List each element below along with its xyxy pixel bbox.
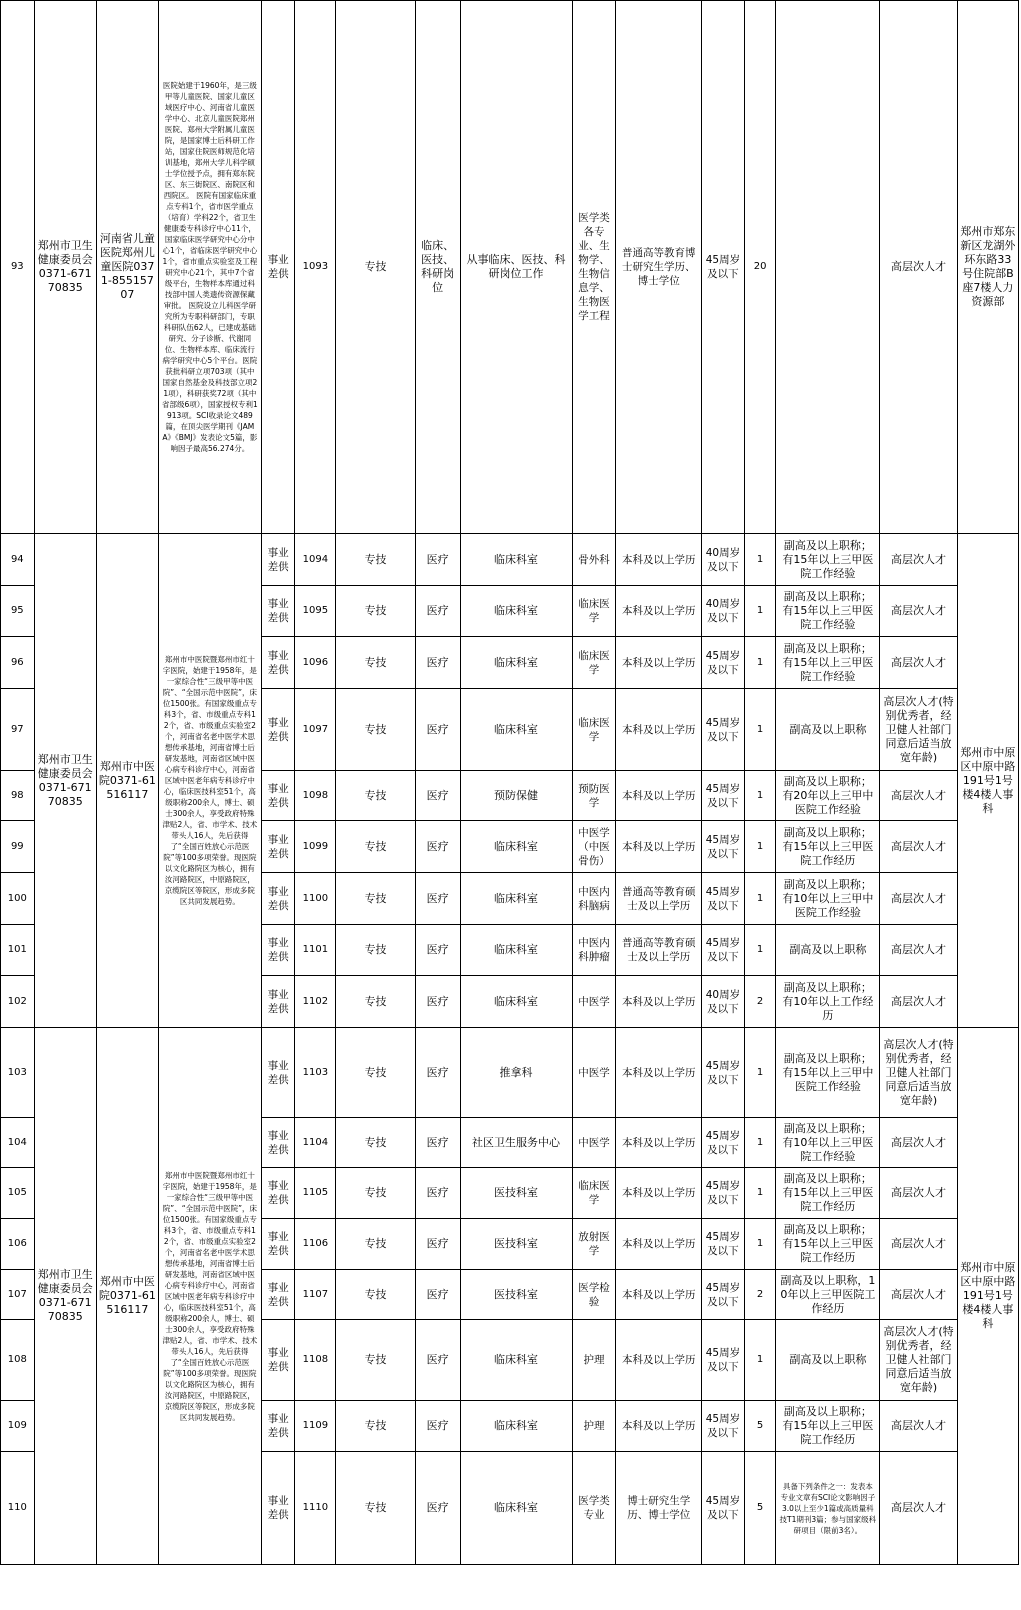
requirement-cell: 副高及以上职称；有10年以上三甲中医院工作经验: [776, 873, 880, 925]
major-cell: 临床医学: [572, 689, 616, 771]
job-category-cell: 专技: [336, 1270, 415, 1320]
row-number-cell: 110: [1, 1452, 35, 1565]
headcount-cell: 1: [744, 1028, 776, 1118]
headcount-cell: 1: [744, 925, 776, 976]
post-cell: 临床科室: [460, 925, 572, 976]
department-cell: 医疗: [415, 821, 460, 873]
note-cell: 高层次人才: [880, 1168, 957, 1219]
department-cell: 医疗: [415, 1270, 460, 1320]
post-cell: 预防保健: [460, 771, 572, 821]
job-category-cell: 专技: [336, 1452, 415, 1565]
education-cell: 本科及以上学历: [616, 1270, 702, 1320]
education-cell: 本科及以上学历: [616, 1168, 702, 1219]
note-cell: 高层次人才: [880, 873, 957, 925]
education-cell: 本科及以上学历: [616, 534, 702, 586]
job-type-cell: 事业差供: [261, 821, 295, 873]
row-number-cell: 103: [1, 1028, 35, 1118]
department-cell: 医疗: [415, 976, 460, 1028]
unit-intro-cell: 医院始建于1960年，是三级甲等儿童医院、国家儿童区域医疗中心、河南省儿童医学中心、北京儿童医院郑州医院、郑州大学附属儿童医院，是国家博士后科研工作站，国家住院医师规范化培训基地，郑州大学儿科学硕士学位授予点，拥有郑东院区、东三街院区、南院区和西院区。 医院有国家临床重点专科1个，省市医学重点（培育）学科22个，省卫生健康委专科诊疗中心11个，国家临床医学研究中心分中心1个，省临床医学研究中心1个，省市重点实验室及工程研究中心21个，其中7个省级平台，生物样本库通过科技部中国人类遗传资源保藏审批。 医院设立儿科医学研究所为专职科研部门，专职科研队伍62人，已建成基础研究、分子诊断、代谢同位、生物样本库、临床流行病学研究中心5个平台。医院获批科研立项703项（其中国家自然基金及科技部立项21项），科研获奖72项（其中省部级6项），国家授权专利1913项。SCI收录论文489篇，在顶尖医学期刊《JAMA》《BMJ》发表论文5篇，影响因子最高56.274分。: [158, 1, 261, 534]
job-code-cell: 1110: [295, 1452, 336, 1565]
job-type-cell: 事业差供: [261, 1270, 295, 1320]
major-cell: 预防医学: [572, 771, 616, 821]
job-code-cell: 1095: [295, 586, 336, 637]
requirement-cell: 副高及以上职称；有10年以上工作经历: [776, 976, 880, 1028]
department-cell: 医疗: [415, 1168, 460, 1219]
headcount-cell: 2: [744, 1270, 776, 1320]
education-cell: 本科及以上学历: [616, 1118, 702, 1168]
job-type-cell: 事业差供: [261, 771, 295, 821]
post-cell: 临床科室: [460, 586, 572, 637]
row-number-cell: 107: [1, 1270, 35, 1320]
job-category-cell: 专技: [336, 1168, 415, 1219]
post-cell: 临床科室: [460, 976, 572, 1028]
post-cell: 社区卫生服务中心: [460, 1118, 572, 1168]
post-cell: 临床科室: [460, 821, 572, 873]
row-number-cell: 100: [1, 873, 35, 925]
major-cell: 医学类各专业、生物学、生物信息学、生物医学工程: [572, 1, 616, 534]
requirement-cell: 副高及以上职称；有15年以上三甲中医院工作经验: [776, 1028, 880, 1118]
job-code-cell: 1100: [295, 873, 336, 925]
major-cell: 中医学: [572, 1028, 616, 1118]
job-code-cell: 1102: [295, 976, 336, 1028]
job-category-cell: 专技: [336, 534, 415, 586]
headcount-cell: 2: [744, 976, 776, 1028]
headcount-cell: 20: [744, 1, 776, 534]
job-type-cell: 事业差供: [261, 873, 295, 925]
age-cell: 40周岁及以下: [702, 976, 745, 1028]
row-number-cell: 105: [1, 1168, 35, 1219]
education-cell: 本科及以上学历: [616, 689, 702, 771]
major-cell: 护理: [572, 1320, 616, 1401]
job-type-cell: 事业差供: [261, 1401, 295, 1452]
job-type-cell: 事业差供: [261, 1168, 295, 1219]
major-cell: 临床医学: [572, 637, 616, 689]
headcount-cell: 1: [744, 873, 776, 925]
job-category-cell: 专技: [336, 925, 415, 976]
age-cell: 45周岁及以下: [702, 1118, 745, 1168]
row-number-cell: 93: [1, 1, 35, 534]
major-cell: 中医学: [572, 1118, 616, 1168]
requirement-cell: 副高及以上职称: [776, 689, 880, 771]
job-code-cell: 1105: [295, 1168, 336, 1219]
headcount-cell: 1: [744, 586, 776, 637]
note-cell: 高层次人才: [880, 586, 957, 637]
job-code-cell: 1104: [295, 1118, 336, 1168]
note-cell: 高层次人才: [880, 1219, 957, 1270]
job-code-cell: 1098: [295, 771, 336, 821]
major-cell: 中医学: [572, 976, 616, 1028]
major-cell: 护理: [572, 1401, 616, 1452]
department-cell: 医疗: [415, 534, 460, 586]
education-cell: 本科及以上学历: [616, 1401, 702, 1452]
department-cell: 医疗: [415, 637, 460, 689]
requirement-cell: 副高及以上职称；有15年以上三甲医院工作经历: [776, 1401, 880, 1452]
requirement-cell: 副高及以上职称；有15年以上三甲医院工作经历: [776, 1168, 880, 1219]
department-cell: 医疗: [415, 1452, 460, 1565]
age-cell: 45周岁及以下: [702, 771, 745, 821]
row-number-cell: 97: [1, 689, 35, 771]
job-category-cell: 专技: [336, 821, 415, 873]
address-cell: 郑州市中原区中原中路191号1号楼4楼人事科: [957, 1028, 1018, 1565]
job-category-cell: 专技: [336, 689, 415, 771]
row-number-cell: 94: [1, 534, 35, 586]
requirement-cell: 副高及以上职称；有10年以上三甲医院工作经验: [776, 1118, 880, 1168]
department-cell: 医疗: [415, 771, 460, 821]
note-cell: 高层次人才(特别优秀者，经卫健人社部门同意后适当放宽年龄): [880, 689, 957, 771]
note-cell: 高层次人才: [880, 1270, 957, 1320]
job-category-cell: 专技: [336, 976, 415, 1028]
age-cell: 40周岁及以下: [702, 534, 745, 586]
job-type-cell: 事业差供: [261, 586, 295, 637]
requirement-cell: 副高及以上职称；有20年以上三甲中医院工作经验: [776, 771, 880, 821]
education-cell: 本科及以上学历: [616, 637, 702, 689]
department-cell: 临床、医技、科研岗位: [415, 1, 460, 534]
address-cell: 郑州市中原区中原中路191号1号楼4楼人事科: [957, 534, 1018, 1028]
job-code-cell: 1108: [295, 1320, 336, 1401]
major-cell: 骨外科: [572, 534, 616, 586]
major-cell: 临床医学: [572, 1168, 616, 1219]
row-number-cell: 109: [1, 1401, 35, 1452]
age-cell: 45周岁及以下: [702, 873, 745, 925]
major-cell: 中医内科脑病: [572, 873, 616, 925]
post-cell: 医技科室: [460, 1270, 572, 1320]
note-cell: 高层次人才: [880, 637, 957, 689]
age-cell: 45周岁及以下: [702, 1219, 745, 1270]
note-cell: 高层次人才: [880, 925, 957, 976]
education-cell: 本科及以上学历: [616, 976, 702, 1028]
job-type-cell: 事业差供: [261, 1028, 295, 1118]
requirement-cell: 副高及以上职称；有15年以上三甲医院工作经验: [776, 586, 880, 637]
age-cell: 45周岁及以下: [702, 637, 745, 689]
major-cell: 中医内科肿瘤: [572, 925, 616, 976]
age-cell: 45周岁及以下: [702, 1270, 745, 1320]
authority-cell: 郑州市卫生健康委员会0371-67170835: [34, 1, 96, 534]
education-cell: 本科及以上学历: [616, 1320, 702, 1401]
department-cell: 医疗: [415, 1219, 460, 1270]
job-category-cell: 专技: [336, 1401, 415, 1452]
job-code-cell: 1094: [295, 534, 336, 586]
post-cell: 临床科室: [460, 534, 572, 586]
job-category-cell: 专技: [336, 1028, 415, 1118]
row-number-cell: 98: [1, 771, 35, 821]
requirement-cell: 副高及以上职称；有15年以上三甲医院工作经验: [776, 637, 880, 689]
job-category-cell: 专技: [336, 1118, 415, 1168]
requirement-cell: 具备下列条件之一：发表本专业文章有SCI论文影响因子3.0以上至少1篇或高质量科技T1期刊3篇；参与国家级科研项目（限前3名）。: [776, 1452, 880, 1565]
job-category-cell: 专技: [336, 1320, 415, 1401]
age-cell: 45周岁及以下: [702, 1028, 745, 1118]
education-cell: 普通高等教育硕士及以上学历: [616, 873, 702, 925]
education-cell: 本科及以上学历: [616, 771, 702, 821]
row-number-cell: 102: [1, 976, 35, 1028]
note-cell: 高层次人才: [880, 771, 957, 821]
job-type-cell: 事业差供: [261, 1219, 295, 1270]
job-code-cell: 1097: [295, 689, 336, 771]
department-cell: 医疗: [415, 873, 460, 925]
major-cell: 中医学（中医骨伤）: [572, 821, 616, 873]
job-code-cell: 1106: [295, 1219, 336, 1270]
job-type-cell: 事业差供: [261, 534, 295, 586]
table-row: [1, 1, 1019, 534]
note-cell: 高层次人才: [880, 1452, 957, 1565]
age-cell: 45周岁及以下: [702, 1168, 745, 1219]
age-cell: 45周岁及以下: [702, 821, 745, 873]
age-cell: 45周岁及以下: [702, 689, 745, 771]
major-cell: 放射医学: [572, 1219, 616, 1270]
headcount-cell: 1: [744, 534, 776, 586]
job-category-cell: 专技: [336, 586, 415, 637]
job-type-cell: 事业差供: [261, 976, 295, 1028]
job-code-cell: 1099: [295, 821, 336, 873]
education-cell: 本科及以上学历: [616, 821, 702, 873]
major-cell: 医学类专业: [572, 1452, 616, 1565]
headcount-cell: 1: [744, 1320, 776, 1401]
row-number-cell: 104: [1, 1118, 35, 1168]
job-type-cell: 事业差供: [261, 925, 295, 976]
table-row: [1, 1028, 1019, 1118]
post-cell: 临床科室: [460, 1320, 572, 1401]
education-cell: 博士研究生学历、博士学位: [616, 1452, 702, 1565]
job-type-cell: 事业差供: [261, 1, 295, 534]
job-code-cell: 1096: [295, 637, 336, 689]
education-cell: 普通高等教育博士研究生学历、博士学位: [616, 1, 702, 534]
age-cell: 45周岁及以下: [702, 1401, 745, 1452]
headcount-cell: 1: [744, 689, 776, 771]
note-cell: 高层次人才: [880, 534, 957, 586]
education-cell: 普通高等教育硕士及以上学历: [616, 925, 702, 976]
requirement-cell: [776, 1, 880, 534]
headcount-cell: 1: [744, 1219, 776, 1270]
department-cell: 医疗: [415, 1118, 460, 1168]
unit-intro-cell: 郑州市中医院暨郑州市红十字医院，始建于1958年，是一家综合性“三级甲等中医院”、“全国示范中医院”，床位1500张。有国家级重点专科3个，省、市级重点专科12个，省、市级重点实验室2个，河南省名老中医学术思想传承基地，河南省博士后研发基地，河南省区域中医心病专科诊疗中心，河南省区域中医老年病专科诊疗中心，临床医技科室51个，高级职称200余人，博士、硕士300余人，享受政府特殊津贴2人，省、市学术、技术带头人16人，先后获得了“全国百姓放心示范医院”等100多项荣誉。现医院以文化路院区为核心，拥有汝河路院区，中原路院区，京缆院区等院区，形成多院区共同发展趋势。: [158, 1028, 261, 1565]
education-cell: 本科及以上学历: [616, 586, 702, 637]
job-category-cell: 专技: [336, 873, 415, 925]
row-number-cell: 108: [1, 1320, 35, 1401]
unit-intro-cell: 郑州市中医院暨郑州市红十字医院，始建于1958年，是一家综合性“三级甲等中医院”、“全国示范中医院”，床位1500张。有国家级重点专科3个，省、市级重点专科12个，省、市级重点实验室2个，河南省名老中医学术思想传承基地，河南省博士后研发基地，河南省区域中医心病专科诊疗中心，河南省区域中医老年病专科诊疗中心，临床医技科室51个，高级职称200余人，博士、硕士300余人，享受政府特殊津贴2人，省、市学术、技术带头人16人，先后获得了“全国百姓放心示范医院”等100多项荣誉。现医院以文化路院区为核心，拥有汝河路院区，中原路院区，京缆院区等院区，形成多院区共同发展趋势。: [158, 534, 261, 1028]
department-cell: 医疗: [415, 586, 460, 637]
age-cell: 40周岁及以下: [702, 586, 745, 637]
post-cell: 医技科室: [460, 1219, 572, 1270]
education-cell: 本科及以上学历: [616, 1219, 702, 1270]
job-type-cell: 事业差供: [261, 1452, 295, 1565]
job-code-cell: 1093: [295, 1, 336, 534]
post-cell: 临床科室: [460, 873, 572, 925]
table-body: [1, 1, 1019, 1565]
headcount-cell: 5: [744, 1401, 776, 1452]
note-cell: 高层次人才: [880, 1118, 957, 1168]
post-cell: 医技科室: [460, 1168, 572, 1219]
post-cell: 临床科室: [460, 689, 572, 771]
note-cell: 高层次人才(特别优秀者，经卫健人社部门同意后适当放宽年龄): [880, 1028, 957, 1118]
job-code-cell: 1101: [295, 925, 336, 976]
row-number-cell: 99: [1, 821, 35, 873]
job-type-cell: 事业差供: [261, 637, 295, 689]
age-cell: 45周岁及以下: [702, 1452, 745, 1565]
department-cell: 医疗: [415, 1401, 460, 1452]
headcount-cell: 1: [744, 637, 776, 689]
requirement-cell: 副高及以上职称；有15年以上三甲医院工作经验: [776, 534, 880, 586]
department-cell: 医疗: [415, 689, 460, 771]
age-cell: 45周岁及以下: [702, 1, 745, 534]
note-cell: 高层次人才: [880, 821, 957, 873]
post-cell: 临床科室: [460, 1401, 572, 1452]
note-cell: 高层次人才(特别优秀者，经卫健人社部门同意后适当放宽年龄): [880, 1320, 957, 1401]
post-cell: 临床科室: [460, 1452, 572, 1565]
requirement-cell: 副高及以上职称: [776, 925, 880, 976]
unit-cell: 郑州市中医院0371-61516117: [96, 1028, 158, 1565]
job-code-cell: 1107: [295, 1270, 336, 1320]
age-cell: 45周岁及以下: [702, 1320, 745, 1401]
age-cell: 45周岁及以下: [702, 925, 745, 976]
post-cell: 从事临床、医技、科研岗位工作: [460, 1, 572, 534]
requirement-cell: 副高及以上职称；有15年以上三甲医院工作经历: [776, 1219, 880, 1270]
job-type-cell: 事业差供: [261, 1118, 295, 1168]
department-cell: 医疗: [415, 1028, 460, 1118]
headcount-cell: 1: [744, 821, 776, 873]
requirement-cell: 副高及以上职称，10年以上三甲医院工作经历: [776, 1270, 880, 1320]
major-cell: 医学检验: [572, 1270, 616, 1320]
major-cell: 临床医学: [572, 586, 616, 637]
job-category-cell: 专技: [336, 1219, 415, 1270]
headcount-cell: 1: [744, 1168, 776, 1219]
row-number-cell: 96: [1, 637, 35, 689]
job-code-cell: 1109: [295, 1401, 336, 1452]
requirement-cell: 副高及以上职称；有15年以上三甲医院工作经历: [776, 821, 880, 873]
row-number-cell: 106: [1, 1219, 35, 1270]
note-cell: 高层次人才: [880, 976, 957, 1028]
post-cell: 临床科室: [460, 637, 572, 689]
unit-cell: 郑州市中医院0371-61516117: [96, 534, 158, 1028]
job-category-cell: 专技: [336, 637, 415, 689]
department-cell: 医疗: [415, 1320, 460, 1401]
row-number-cell: 101: [1, 925, 35, 976]
job-type-cell: 事业差供: [261, 689, 295, 771]
authority-cell: 郑州市卫生健康委员会0371-67170835: [34, 534, 96, 1028]
department-cell: 医疗: [415, 925, 460, 976]
headcount-cell: 1: [744, 1118, 776, 1168]
headcount-cell: 5: [744, 1452, 776, 1565]
requirement-cell: 副高及以上职称: [776, 1320, 880, 1401]
job-category-cell: 专技: [336, 771, 415, 821]
job-code-cell: 1103: [295, 1028, 336, 1118]
note-cell: 高层次人才: [880, 1401, 957, 1452]
post-cell: 推拿科: [460, 1028, 572, 1118]
unit-cell: 河南省儿童医院郑州儿童医院0371-85515707: [96, 1, 158, 534]
job-type-cell: 事业差供: [261, 1320, 295, 1401]
row-number-cell: 95: [1, 586, 35, 637]
headcount-cell: 1: [744, 771, 776, 821]
table-row: [1, 534, 1019, 586]
job-category-cell: 专技: [336, 1, 415, 534]
authority-cell: 郑州市卫生健康委员会0371-67170835: [34, 1028, 96, 1565]
education-cell: 本科及以上学历: [616, 1028, 702, 1118]
note-cell: 高层次人才: [880, 1, 957, 534]
address-cell: 郑州市郑东新区龙湖外环东路33号住院部B座7楼人力资源部: [957, 1, 1018, 534]
